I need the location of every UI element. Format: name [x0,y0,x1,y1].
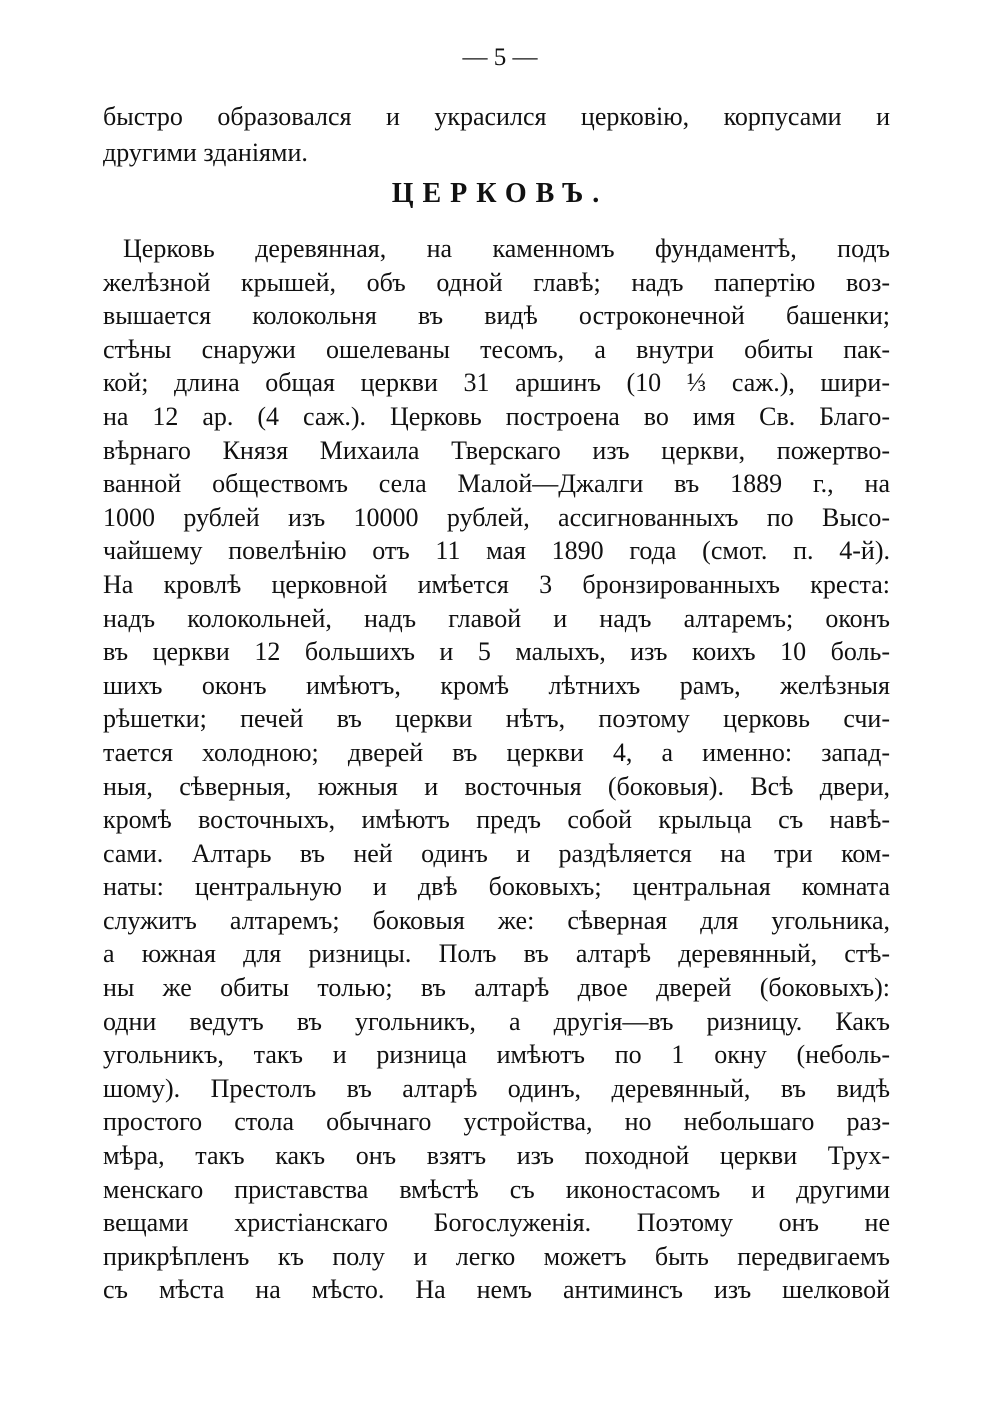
text-line: на 12 ар. (4 саж.). Церковь построена во имя Св. Благо- [103,401,890,431]
text-line: 1000 рублей изъ 10000 рублей, ассигнованныхъ по Высо- [103,502,890,532]
text-line: одни ведутъ въ угольникъ, а другія—въ ризницу. Какъ [103,1006,890,1036]
text-line: съ мѣста на мѣсто. На немъ антиминсъ изъ шелковой [103,1275,890,1305]
text-line: ны же обиты толью; въ алтарѣ двое дверей (боковыхъ): [103,973,890,1003]
text-line: чайшему повелѣнію отъ 11 мая 1890 года (смот. п. 4-й). [103,536,890,566]
text-line: шому). Престолъ въ алтарѣ одинъ, деревянный, въ видѣ [103,1073,890,1103]
text-line: въ церкви 12 большихъ и 5 малыхъ, изъ коихъ 10 боль- [103,637,890,667]
text-line: кой; длина общая церкви 31 аршинъ (10 ⅓ саж.), шири- [103,368,890,398]
text-line: Церковь деревянная, на каменномъ фундаментѣ, подъ [123,234,890,263]
body-paragraph [103,232,890,1307]
text-line: кромѣ восточныхъ, имѣютъ предъ собой крыльца съ навѣ- [103,805,890,835]
text-line: менскаго приставства вмѣстѣ съ иконостасомъ и другими [103,1174,890,1204]
text-line: стѣны снаружи ошелеваны тесомъ, а внутри обиты пак- [103,334,890,364]
text-line: наты: центральную и двѣ боковыхъ; центральная комната [103,872,890,902]
text-line: сами. Алтарь въ ней одинъ и раздѣляется на три ком- [103,838,890,868]
text-line: мѣра, такъ какъ онъ взятъ изъ походной церкви Трух- [103,1141,890,1171]
text-line: быстро образовался и украсился церковію, корпусами и [103,102,890,131]
text-line: желѣзной крышей, объ одной главѣ; надъ папертію воз- [103,267,890,297]
page-number: — 5 — [462,44,538,71]
text-line: вѣрнаго Князя Михаила Тверскаго изъ церкви, пожертво- [103,435,890,465]
text-line: а южная для ризницы. Полъ въ алтарѣ деревянный, стѣ- [103,939,890,969]
text-line: надъ колокольней, надъ главой и надъ алтаремъ; оконъ [103,603,890,633]
text-line: вышается колокольня въ видѣ остроконечной башенки; [103,301,890,331]
text-line: вещами христіанскаго Богослуженія. Поэтому онъ не [103,1208,890,1238]
text-line: На кровлѣ церковной имѣется 3 бронзированныхъ креста: [103,569,890,599]
text-line: тается холодною; дверей въ церкви 4, а именно: запад- [103,737,890,767]
text-line: шихъ оконъ имѣютъ, кромѣ лѣтнихъ рамъ, желѣзныя [103,670,890,700]
text-line: ныя, сѣверныя, южныя и восточныя (боковыя). Всѣ двери, [103,771,890,801]
intro-paragraph [103,99,890,171]
text-line: угольникъ, такъ и ризница имѣютъ по 1 окну (неболь- [103,1040,890,1070]
text-line: рѣшетки; печей въ церкви нѣтъ, поэтому церковь счи- [103,704,890,734]
section-heading: ЦЕРКОВЪ. [391,178,609,209]
text-line: другими зданіями. [103,138,308,167]
text-line: служитъ алтаремъ; боковыя же: сѣверная для угольника, [103,905,890,935]
text-line: простого стола обычнаго устройства, но небольшаго раз- [103,1107,890,1137]
text-line: прикрѣпленъ къ полу и легко можетъ быть передвигаемъ [103,1241,890,1271]
text-line: ванной обществомъ села Малой—Джалги въ 1889 г., на [103,469,890,499]
